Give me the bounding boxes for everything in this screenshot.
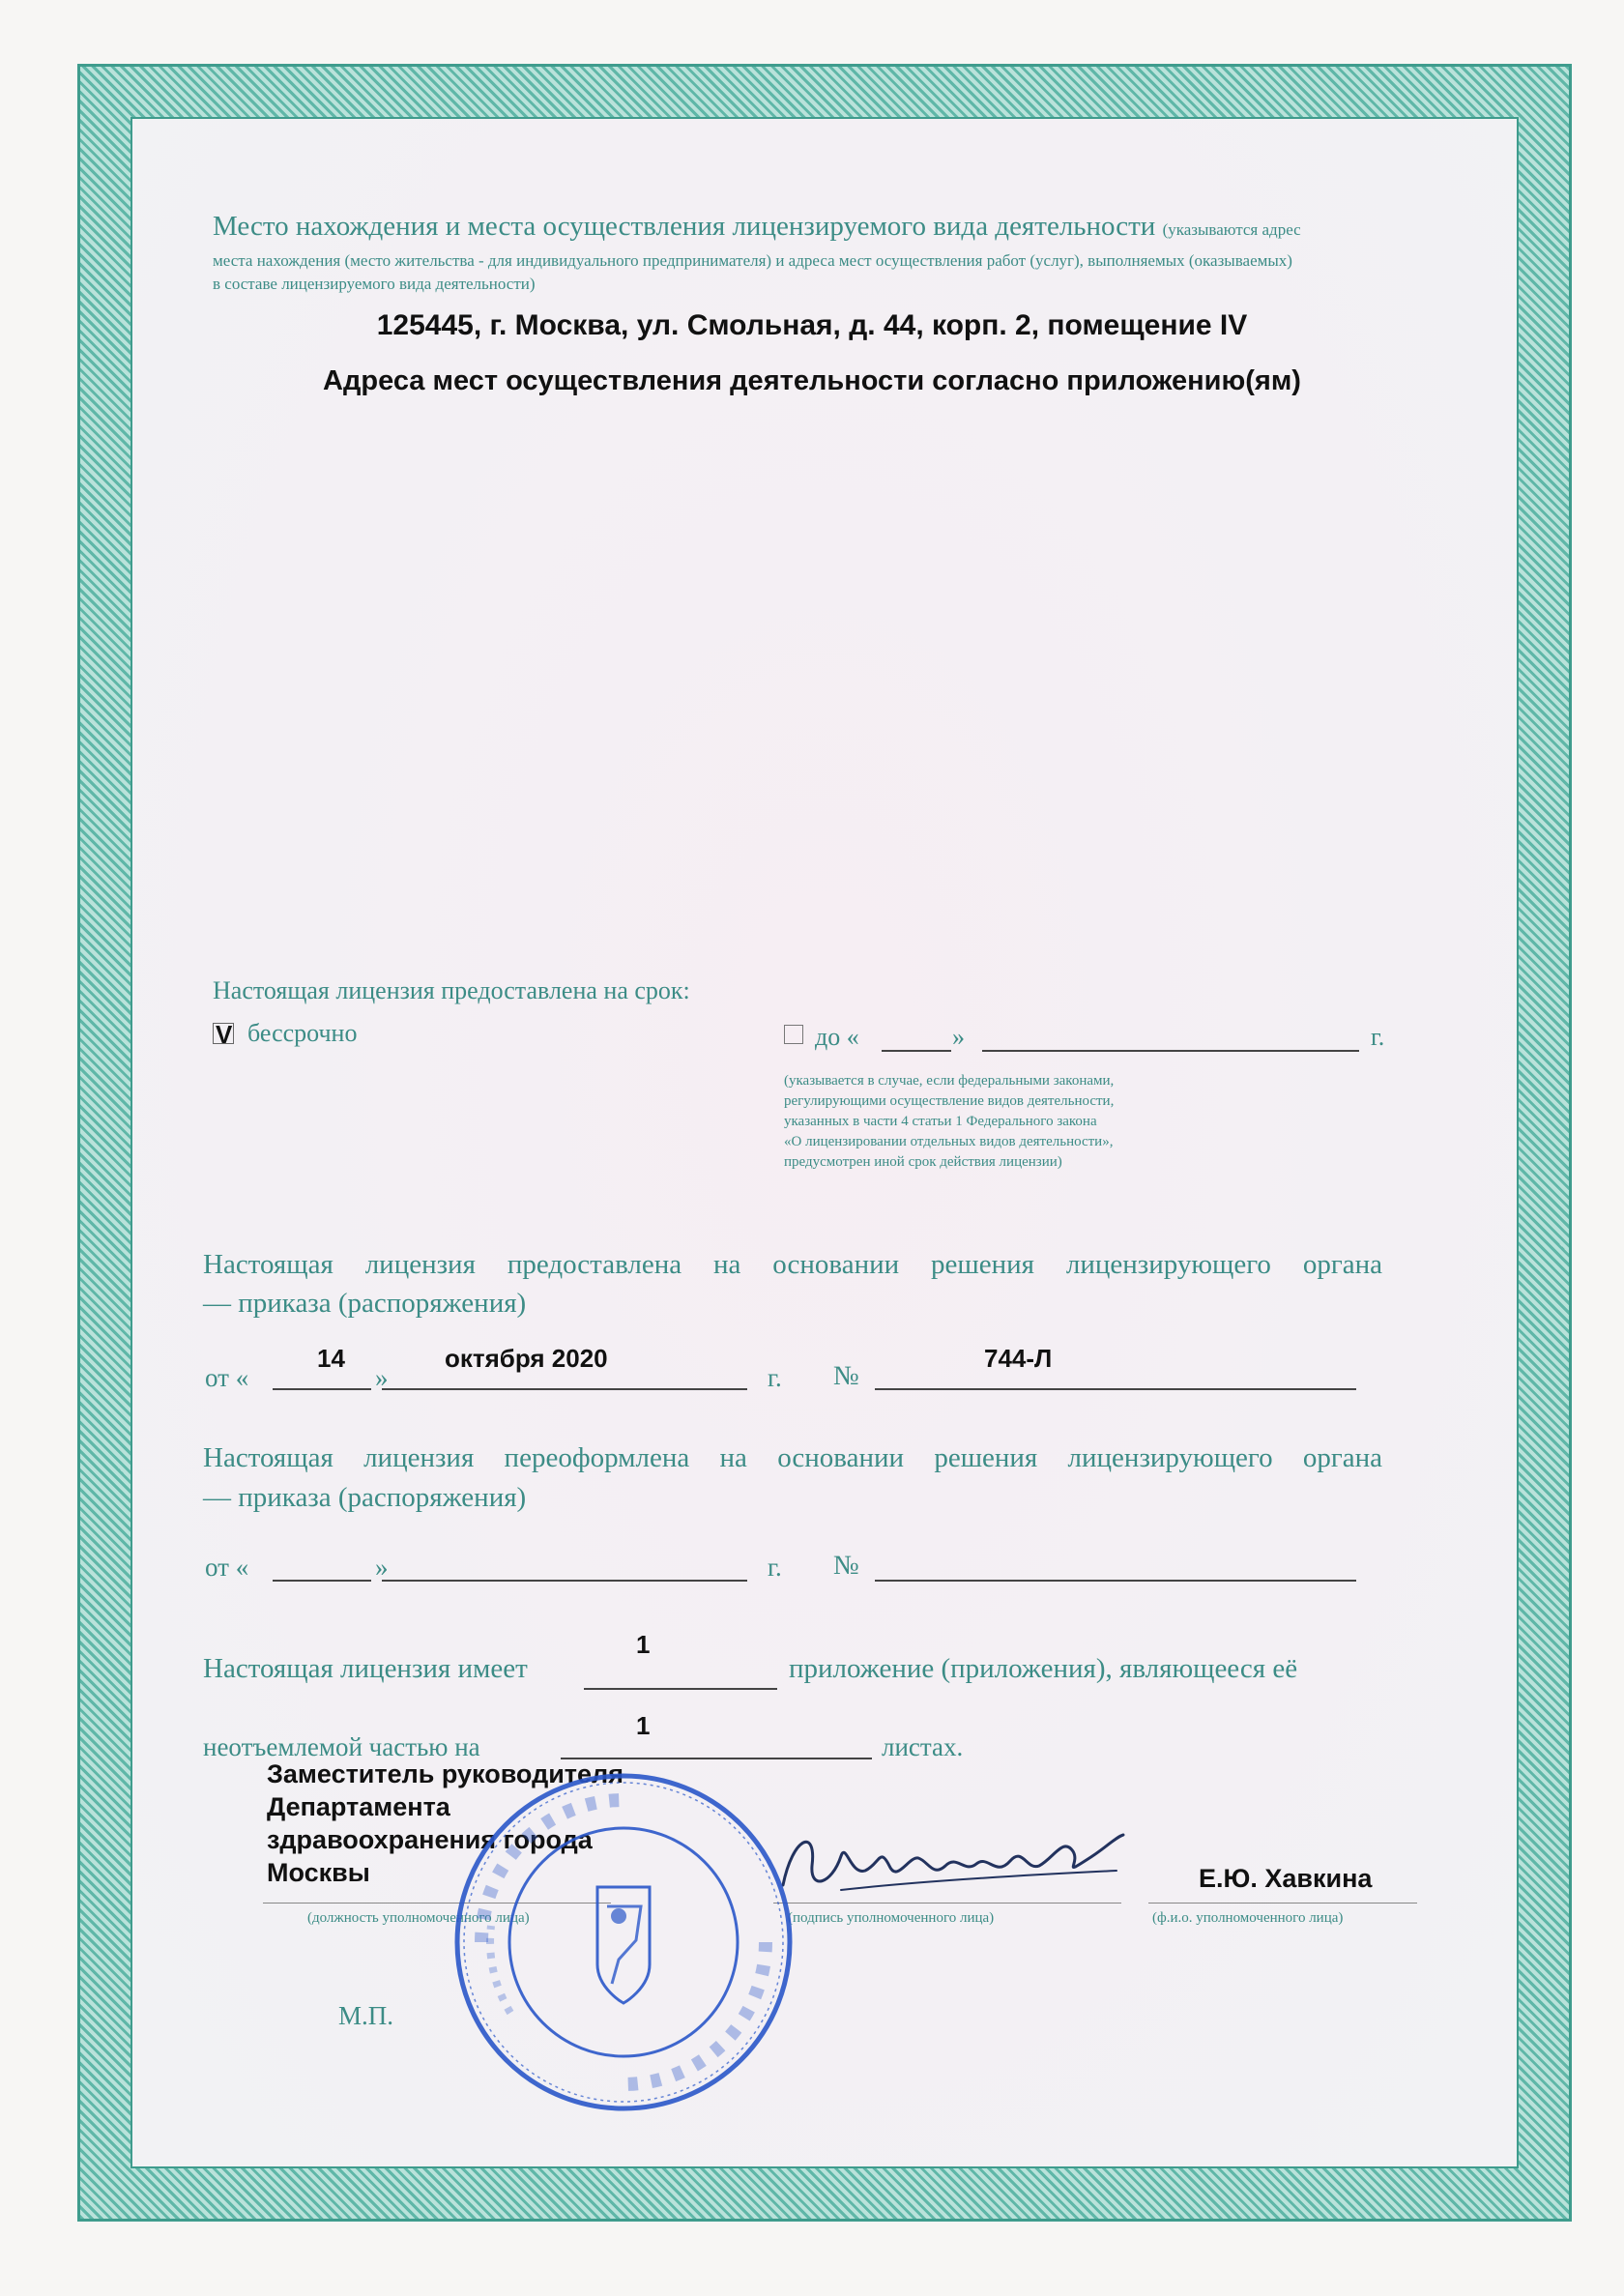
basis-date-line — [382, 1388, 747, 1390]
location-heading-text: Место нахождения и места осуществления лицензируемого вида деятельности — [213, 211, 1156, 242]
signature-caption-line — [773, 1903, 1121, 1904]
basis-number-line — [875, 1388, 1356, 1390]
caption-signature: (подпись уполномоченного лица) — [788, 1910, 995, 1926]
signer-position-line: Департамента — [267, 1792, 450, 1821]
until-day-line — [882, 1050, 951, 1052]
reissue-from-prefix: от « — [205, 1553, 249, 1582]
basis-quote-close: » — [375, 1363, 389, 1392]
term-note-line: (указывается в случае, если федеральными законами, — [784, 1073, 1115, 1089]
caption-position: (должность уполномоченного лица) — [307, 1910, 530, 1926]
signer-position-line: Москвы — [267, 1858, 370, 1887]
annex-text-2: приложение (приложения), являющееся её — [789, 1653, 1298, 1684]
addresses-note: Адреса мест осуществления деятельности согласно приложению(ям) — [323, 365, 1301, 396]
location-note-1: (указываются адрес — [1162, 220, 1301, 239]
term-until-mid: » — [952, 1023, 965, 1051]
basis-heading-2: — приказа (распоряжения) — [203, 1288, 527, 1319]
caption-name: (ф.и.о. уполномоченного лица) — [1152, 1910, 1344, 1926]
location-heading — [213, 211, 1301, 243]
official-seal — [452, 1771, 796, 2114]
term-note — [784, 1071, 1114, 1173]
annex-text-1: Настоящая лицензия имеет — [203, 1653, 528, 1684]
sheets-text-2: листах. — [882, 1732, 964, 1761]
reissue-heading-1: Настоящая лицензия переоформлена на основании решения лицензирующего органа — [203, 1442, 1382, 1473]
indefinite-checkbox[interactable] — [213, 1020, 234, 1049]
term-note-line: «О лицензировании отдельных видов деятельности», — [784, 1134, 1114, 1149]
annex-count-line — [584, 1688, 777, 1690]
basis-day: 14 — [317, 1344, 345, 1373]
signer-name: Е.Ю. Хавкина — [1199, 1864, 1373, 1893]
basis-number: 744-Л — [984, 1344, 1053, 1373]
seal-label: М.П. — [338, 2001, 394, 2030]
basis-heading-1: Настоящая лицензия предоставлена на основании решения лицензирующего органа — [203, 1249, 1382, 1280]
signer-position-line: здравоохранения города — [267, 1825, 593, 1854]
address: 125445, г. Москва, ул. Смольная, д. 44, корп. 2, помещение IV — [376, 309, 1248, 341]
check-mark: V — [216, 1020, 233, 1049]
reissue-date-line — [382, 1580, 747, 1582]
name-caption-line — [1148, 1903, 1417, 1904]
basis-number-sign: № — [833, 1361, 859, 1391]
reissue-quote-close: » — [375, 1553, 389, 1582]
reissue-year-suffix: г. — [768, 1553, 782, 1582]
reissue-heading-2: — приказа (распоряжения) — [203, 1482, 527, 1513]
basis-year-suffix: г. — [768, 1363, 782, 1392]
until-checkbox[interactable] — [784, 1025, 803, 1044]
term-until-prefix: до « — [815, 1023, 859, 1051]
basis-from-prefix: от « — [205, 1363, 249, 1392]
location-note-3: в составе лицензируемого вида деятельности) — [213, 275, 536, 293]
sheets-text-1: неотъемлемой частью на — [203, 1732, 480, 1761]
until-date-line — [982, 1050, 1359, 1052]
term-note-line: регулирующими осуществление видов деятельности, — [784, 1093, 1115, 1109]
signature — [773, 1817, 1131, 1904]
annex-count: 1 — [636, 1630, 651, 1659]
term-year-suffix: г. — [1371, 1023, 1385, 1051]
term-note-line: указанных в части 4 статьи 1 Федерального закона — [784, 1114, 1097, 1129]
term-heading: Настоящая лицензия предоставлена на срок: — [213, 976, 690, 1004]
basis-day-line — [273, 1388, 371, 1390]
reissue-number-line — [875, 1580, 1356, 1582]
reissue-day-line — [273, 1580, 371, 1582]
sheets-count: 1 — [636, 1711, 651, 1740]
signer-position-line: Заместитель руководителя — [267, 1759, 624, 1788]
location-note-2: места нахождения (место жительства - для индивидуального предпринимателя) и адреса мест осуществления работ (услуг), выполняемых (оказываемых) — [213, 251, 1292, 270]
term-indefinite-label: бессрочно — [247, 1019, 358, 1047]
term-note-line: предусмотрен иной срок действия лицензии) — [784, 1154, 1062, 1170]
reissue-number-sign: № — [833, 1551, 859, 1581]
basis-month-year: октября 2020 — [445, 1344, 608, 1373]
